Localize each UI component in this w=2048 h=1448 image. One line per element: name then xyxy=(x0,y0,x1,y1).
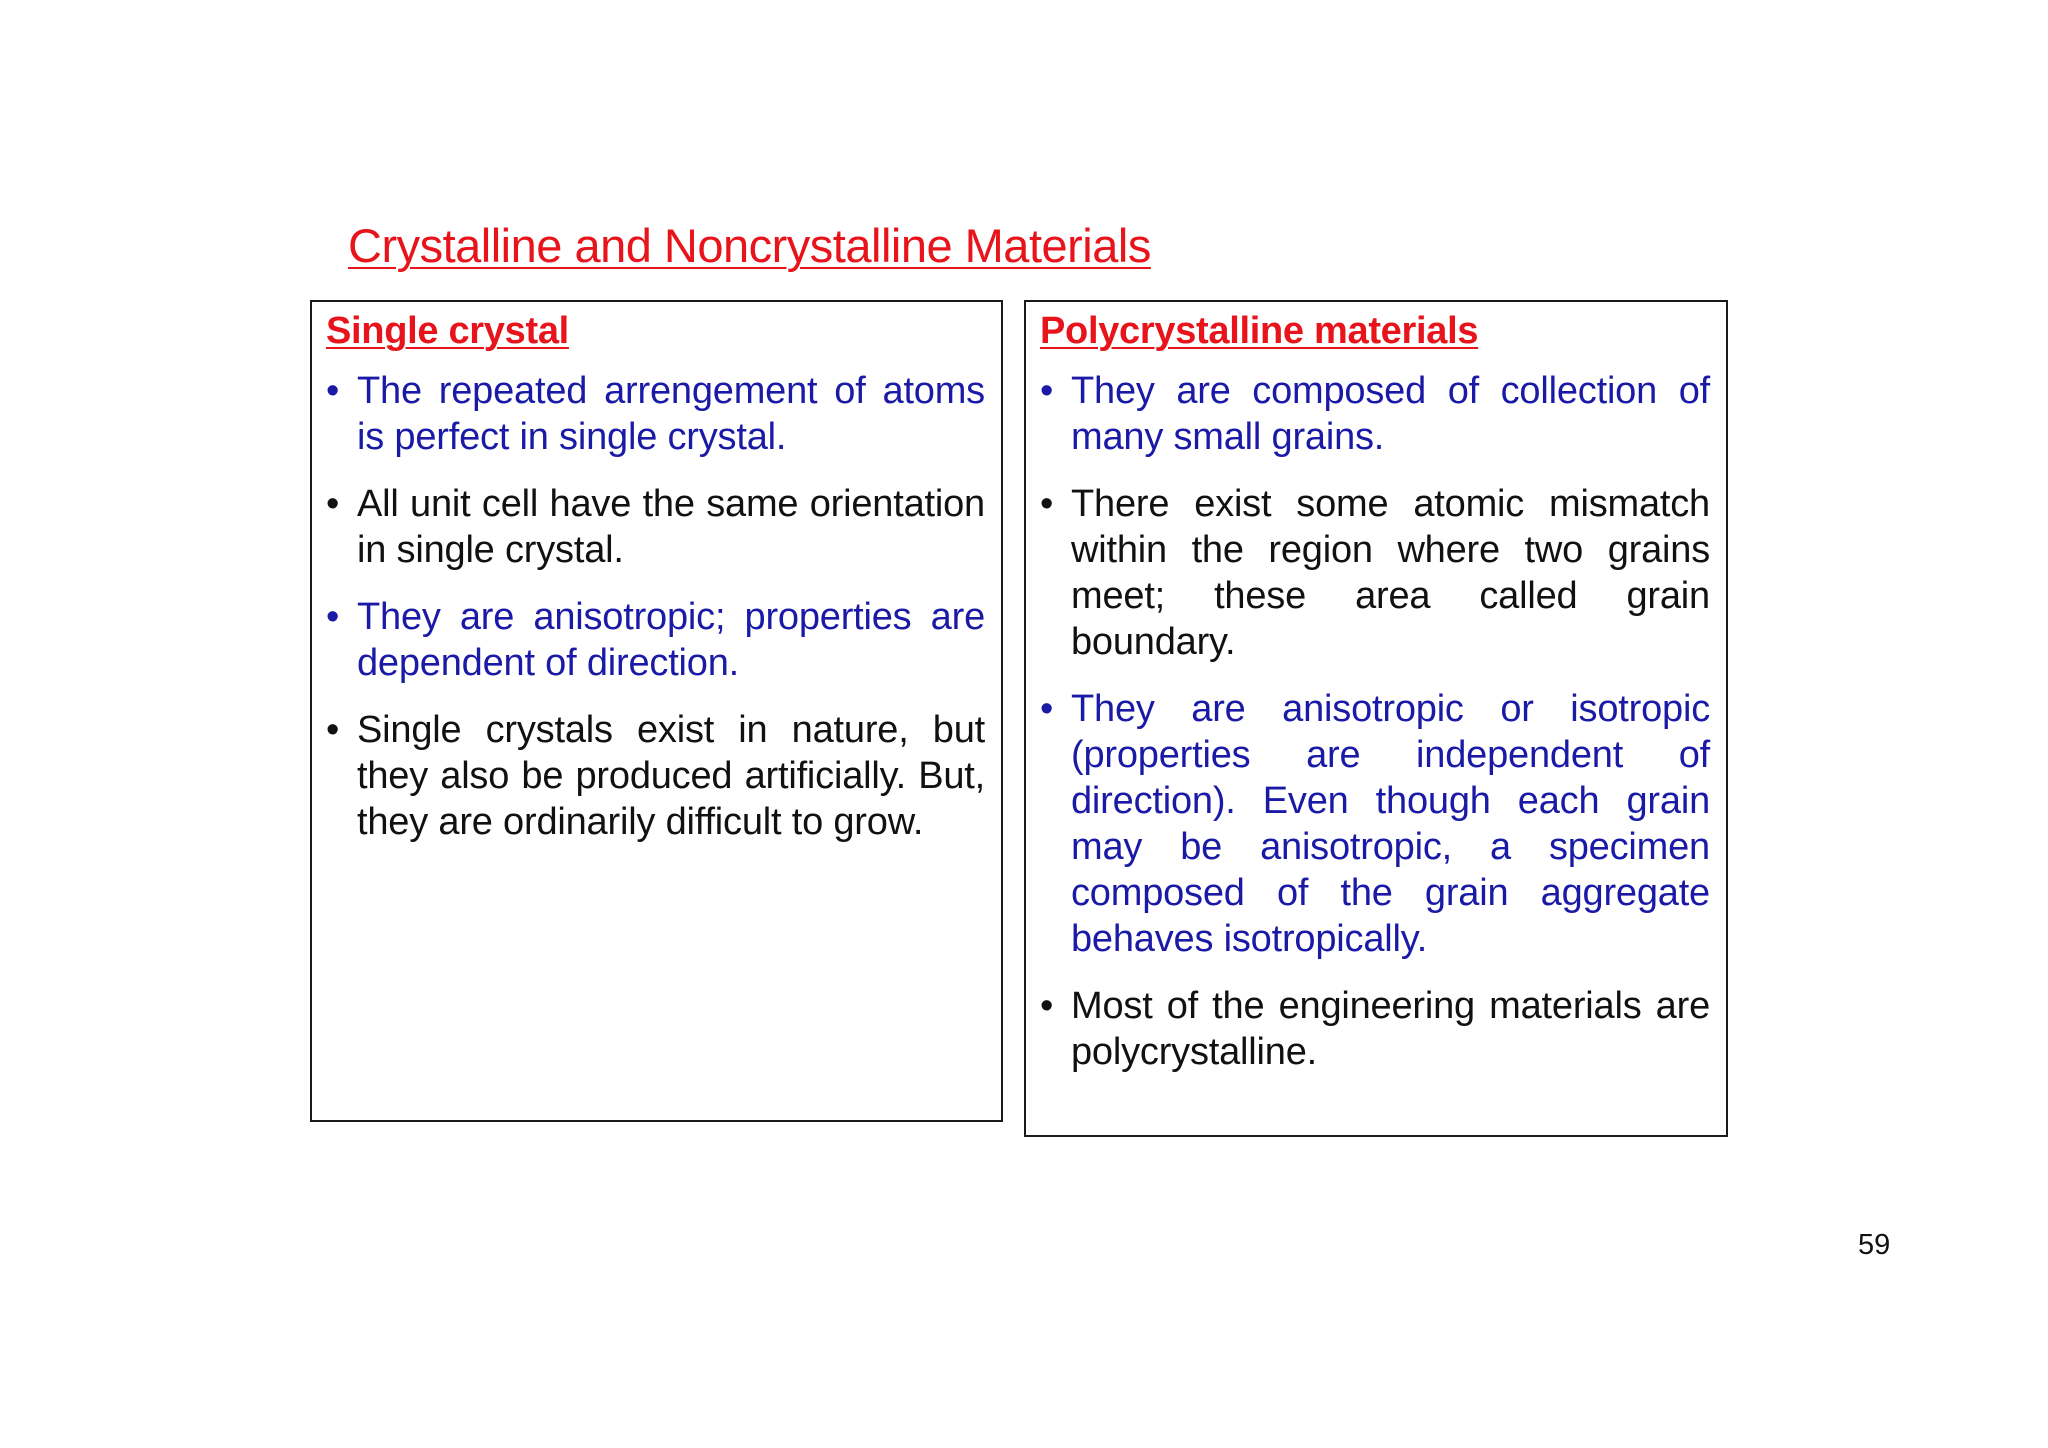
bullet-text: They are anisotropic or isotropic (properties are independent of direction). Even though each grain may be anisotropic, a specimen composed of the grain aggregate behaves isotropically. xyxy=(1071,688,1710,960)
bullet-icon: • xyxy=(326,596,340,638)
bullet-item xyxy=(1040,481,1710,665)
single-crystal-bullet-list xyxy=(326,368,985,845)
polycrystalline-panel xyxy=(1024,300,1728,1137)
bullet-icon: • xyxy=(326,483,340,525)
bullet-icon: • xyxy=(1040,688,1054,730)
polycrystalline-bullet-list xyxy=(1040,368,1710,1075)
bullet-item xyxy=(326,368,985,460)
bullet-text: All unit cell have the same orientation in single crystal. xyxy=(357,483,985,571)
bullet-text: There exist some atomic mismatch within the region where two grains meet; these area called grain boundary. xyxy=(1071,483,1710,663)
bullet-icon: • xyxy=(326,370,340,412)
single-crystal-panel xyxy=(310,300,1003,1122)
bullet-text: They are composed of collection of many small grains. xyxy=(1071,370,1710,458)
page-number: 59 xyxy=(1858,1229,1891,1261)
bullet-icon: • xyxy=(1040,483,1054,525)
bullet-text: They are anisotropic; properties are dependent of direction. xyxy=(357,596,985,684)
bullet-item xyxy=(326,707,985,845)
bullet-icon: • xyxy=(1040,985,1054,1027)
bullet-item xyxy=(1040,983,1710,1075)
bullet-item xyxy=(326,594,985,686)
single-crystal-heading: Single crystal xyxy=(326,310,569,352)
bullet-icon: • xyxy=(1040,370,1054,412)
bullet-item xyxy=(326,481,985,573)
bullet-item xyxy=(1040,686,1710,962)
bullet-icon: • xyxy=(326,709,340,751)
slide-title: Crystalline and Noncrystalline Materials xyxy=(348,219,1151,272)
bullet-text: Most of the engineering materials are polycrystalline. xyxy=(1071,985,1710,1073)
bullet-item xyxy=(1040,368,1710,460)
polycrystalline-heading: Polycrystalline materials xyxy=(1040,310,1479,352)
bullet-text: Single crystals exist in nature, but they also be produced artificially. But, they are ordinarily difficult to grow. xyxy=(357,709,985,843)
bullet-text: The repeated arrengement of atoms is perfect in single crystal. xyxy=(357,370,985,458)
